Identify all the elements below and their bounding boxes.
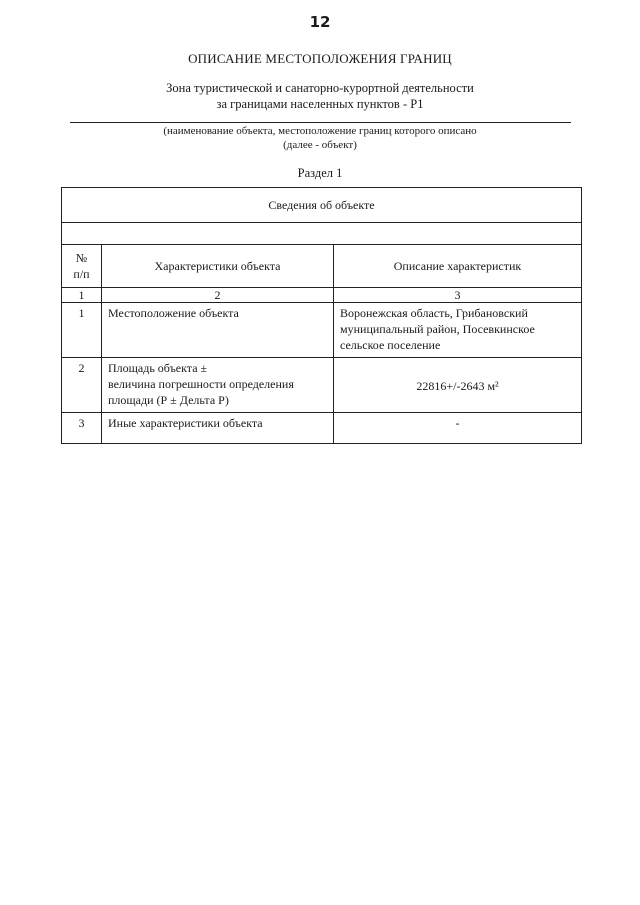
characteristic-line: Площадь объекта ± bbox=[108, 361, 208, 375]
table-blank-cell bbox=[62, 223, 582, 245]
characteristic-line: величина погрешности определения bbox=[108, 377, 294, 391]
name-underline bbox=[70, 122, 571, 123]
section-title: Раздел 1 bbox=[297, 166, 343, 180]
table-header-row bbox=[62, 245, 582, 288]
object-note-line: (далее - объект) bbox=[283, 139, 357, 151]
column-number-row bbox=[62, 288, 582, 303]
column-number: 3 bbox=[334, 288, 582, 303]
header-num-line: п/п bbox=[73, 267, 90, 281]
row-characteristic bbox=[102, 413, 334, 444]
characteristic-line: Иные характеристики объекта bbox=[108, 416, 263, 430]
column-number: 2 bbox=[102, 288, 334, 303]
row-description bbox=[334, 358, 582, 413]
page-number: 12 bbox=[309, 13, 331, 31]
object-note-line: (наименование объекта, местоположение границ которого описано bbox=[163, 125, 477, 137]
header-num-line: № bbox=[75, 251, 88, 265]
object-info-table bbox=[61, 187, 582, 444]
characteristic-line: Местоположение объекта bbox=[108, 306, 239, 320]
table-row bbox=[62, 413, 582, 444]
row-characteristic bbox=[102, 303, 334, 358]
object-note bbox=[0, 124, 640, 152]
document-title: ОПИСАНИЕ МЕСТОПОЛОЖЕНИЯ ГРАНИЦ bbox=[188, 51, 452, 66]
table-caption: Сведения об объекте bbox=[62, 188, 582, 223]
row-num: 3 bbox=[62, 413, 102, 444]
row-characteristic bbox=[102, 358, 334, 413]
header-num bbox=[62, 245, 102, 288]
description-line: сельское поселение bbox=[340, 338, 441, 352]
object-name-line: за границами населенных пунктов - Р1 bbox=[216, 97, 424, 111]
table-caption-row bbox=[62, 188, 582, 223]
header-description: Описание характеристик bbox=[334, 245, 582, 288]
table-row bbox=[62, 358, 582, 413]
header-characteristics: Характеристики объекта bbox=[102, 245, 334, 288]
row-description bbox=[334, 413, 582, 444]
description-line: Воронежская область, Грибановский bbox=[340, 306, 528, 320]
description-line: муниципальный район, Посевкинское bbox=[340, 322, 535, 336]
row-num: 2 bbox=[62, 358, 102, 413]
description-line: 22816+/-2643 м² bbox=[416, 379, 499, 393]
row-description bbox=[334, 303, 582, 358]
object-name bbox=[0, 80, 640, 112]
characteristic-line: площади (Р ± Дельта Р) bbox=[108, 393, 229, 407]
object-name-line: Зона туристической и санаторно-курортной деятельности bbox=[166, 81, 474, 95]
table-blank-row bbox=[62, 223, 582, 245]
column-number: 1 bbox=[62, 288, 102, 303]
row-num: 1 bbox=[62, 303, 102, 358]
table-row bbox=[62, 303, 582, 358]
description-line: - bbox=[455, 416, 460, 430]
